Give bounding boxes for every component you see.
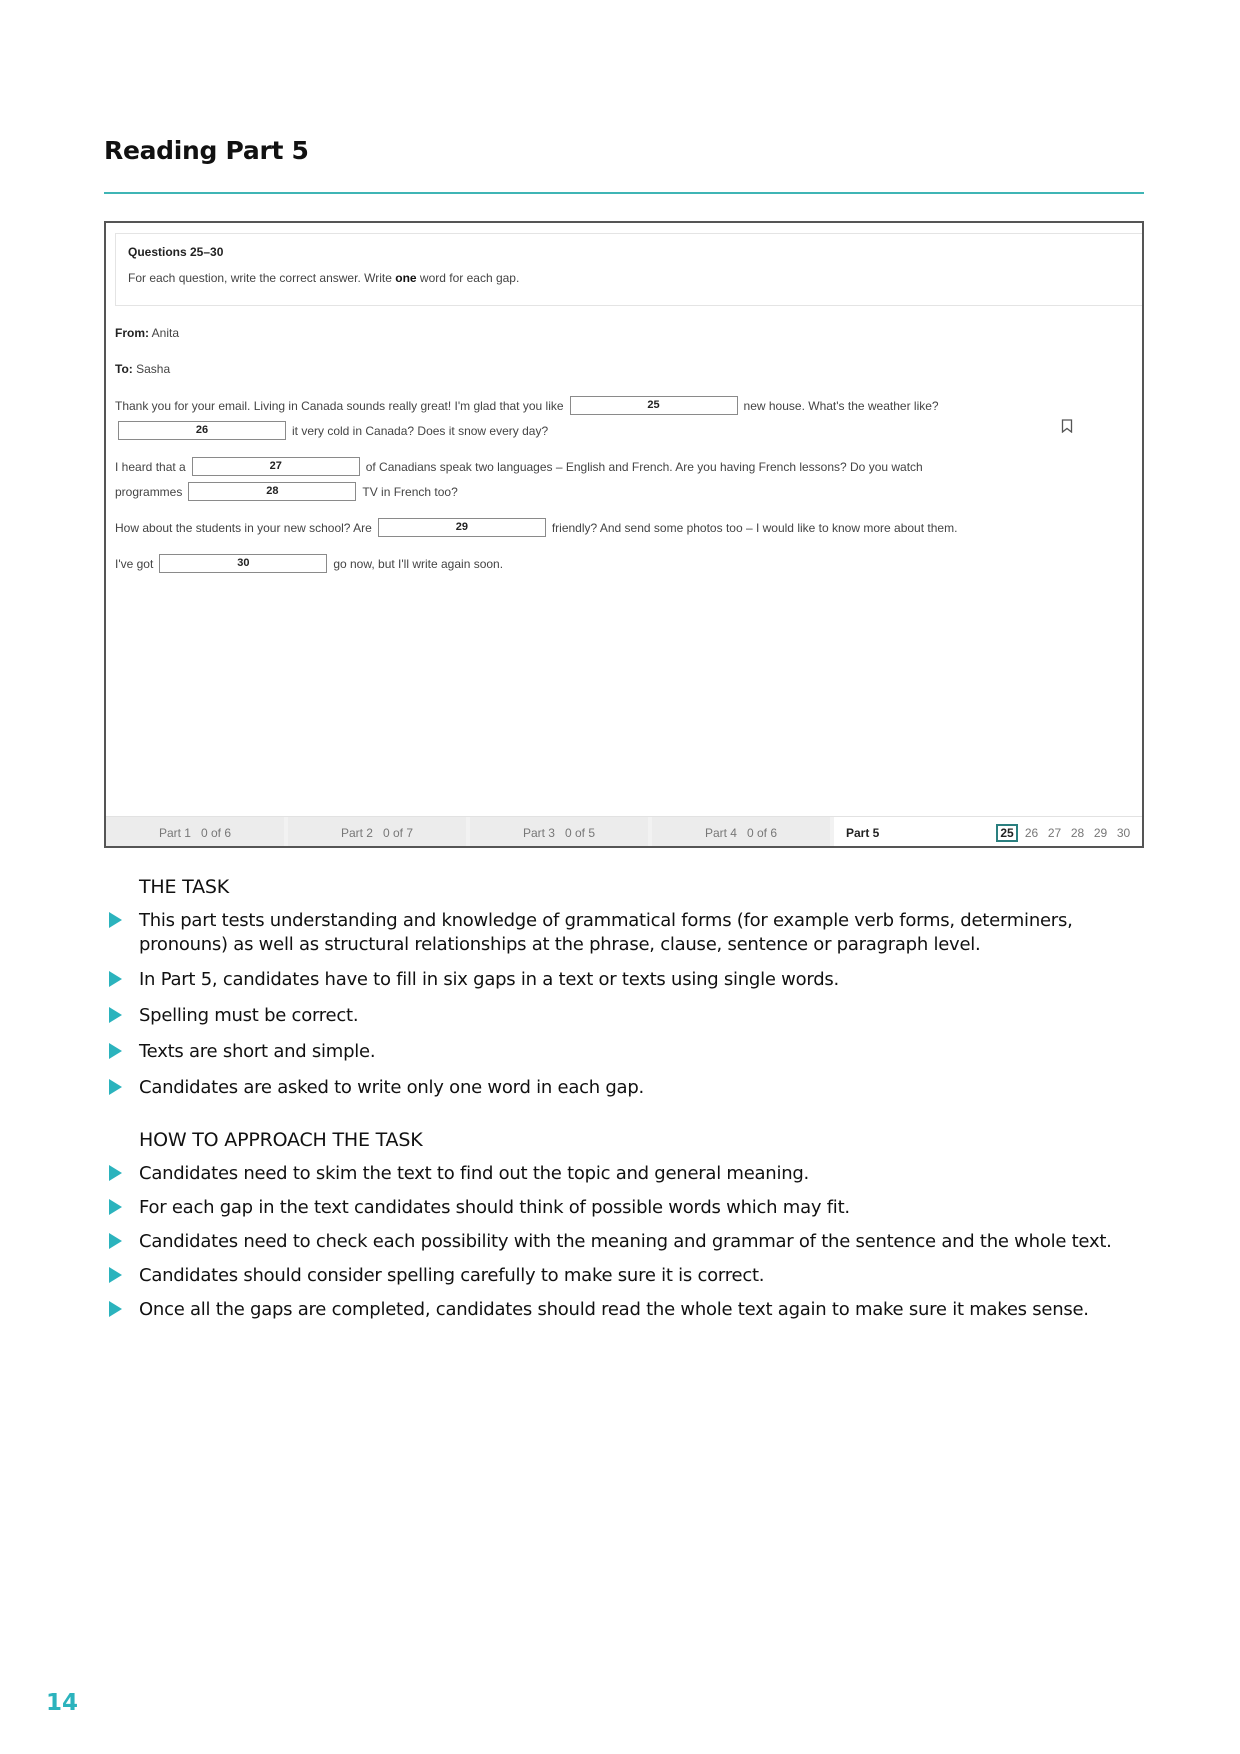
approach-heading: HOW TO APPROACH THE TASK — [139, 1129, 423, 1151]
question-30-button[interactable]: 30 — [1116, 826, 1131, 840]
gap-26-input[interactable]: 26 — [118, 421, 286, 440]
task-bullet-5: Candidates are asked to write only one word in each gap. — [139, 1077, 644, 1098]
task-heading: THE TASK — [139, 876, 229, 898]
question-26-button[interactable]: 26 — [1024, 826, 1039, 840]
text-line-5: How about the students in your new school? Are 29 friendly? And send some photos too – I would like to know more about them. — [115, 517, 957, 537]
from-line: From: Anita — [115, 326, 180, 340]
approach-bullet-1: Candidates need to skim the text to find out the topic and general meaning. — [139, 1163, 810, 1184]
approach-bullet-4: Candidates should consider spelling carefully to make sure it is correct. — [139, 1265, 765, 1286]
question-29-button[interactable]: 29 — [1093, 826, 1108, 840]
bullet-arrow-icon — [109, 912, 122, 928]
gap-29-input[interactable]: 29 — [378, 518, 546, 537]
task-bullet-4: Texts are short and simple. — [139, 1041, 376, 1062]
instructions-text: For each question, write the correct answer. Write one word for each gap. — [128, 271, 520, 285]
bookmark-icon[interactable] — [1061, 419, 1073, 433]
task-bullet-2: In Part 5, candidates have to fill in six gaps in a text or texts using single words. — [139, 969, 839, 990]
text-line-3: I heard that a 27 of Canadians speak two languages – English and French. Are you having French lessons? Do you watch — [115, 456, 923, 476]
nav-part-2[interactable]: Part 2 0 of 7 — [288, 817, 466, 848]
text-line-4: programmes 28 TV in French too? — [115, 481, 458, 501]
approach-bullet-5: Once all the gaps are completed, candidates should read the whole text again to make sure it makes sense. — [139, 1299, 1089, 1320]
part-navigation-bar — [106, 816, 1144, 848]
text-line-6: I've got 30 go now, but I'll write again soon. — [115, 553, 503, 573]
task-bullet-3: Spelling must be correct. — [139, 1005, 359, 1026]
bullet-arrow-icon — [109, 1267, 122, 1283]
bullet-arrow-icon — [109, 1043, 122, 1059]
exam-screenshot — [104, 221, 1144, 848]
title-divider — [104, 192, 1144, 194]
bullet-arrow-icon — [109, 1165, 122, 1181]
bullet-arrow-icon — [109, 1301, 122, 1317]
bullet-arrow-icon — [109, 1233, 122, 1249]
page-title: Reading Part 5 — [104, 136, 309, 165]
nav-part-3[interactable]: Part 3 0 of 5 — [470, 817, 648, 848]
page-number: 14 — [46, 1690, 79, 1716]
nav-part-1[interactable]: Part 1 0 of 6 — [106, 817, 284, 848]
bullet-arrow-icon — [109, 971, 122, 987]
instructions-box — [115, 233, 1144, 306]
bullet-arrow-icon — [109, 1079, 122, 1095]
bullet-arrow-icon — [109, 1007, 122, 1023]
question-number-list — [996, 817, 1135, 848]
question-25-button[interactable]: 25 — [996, 824, 1018, 842]
text-line-2: 26 it very cold in Canada? Does it snow every day? — [118, 420, 548, 440]
question-28-button[interactable]: 28 — [1070, 826, 1085, 840]
task-bullet-1: This part tests understanding and knowledge of grammatical forms (for example verb forms, determiners, pronouns) as well as structural relationships at the phrase, clause, sentence or paragraph level. — [139, 910, 1073, 955]
gap-28-input[interactable]: 28 — [188, 482, 356, 501]
nav-part-4[interactable]: Part 4 0 of 6 — [652, 817, 830, 848]
question-27-button[interactable]: 27 — [1047, 826, 1062, 840]
approach-bullet-3: Candidates need to check each possibility with the meaning and grammar of the sentence and the whole text. — [139, 1231, 1112, 1252]
to-line: To: Sasha — [115, 362, 171, 376]
questions-title: Questions 25–30 — [128, 245, 224, 259]
bullet-arrow-icon — [109, 1199, 122, 1215]
gap-25-input[interactable]: 25 — [570, 396, 738, 415]
text-line-1: Thank you for your email. Living in Canada sounds really great! I'm glad that you like 25 new house. What's the weather like? — [115, 395, 939, 415]
approach-bullet-2: For each gap in the text candidates should think of possible words which may fit. — [139, 1197, 850, 1218]
nav-part-5[interactable]: Part 5 — [834, 817, 1144, 848]
gap-27-input[interactable]: 27 — [192, 457, 360, 476]
gap-30-input[interactable]: 30 — [159, 554, 327, 573]
